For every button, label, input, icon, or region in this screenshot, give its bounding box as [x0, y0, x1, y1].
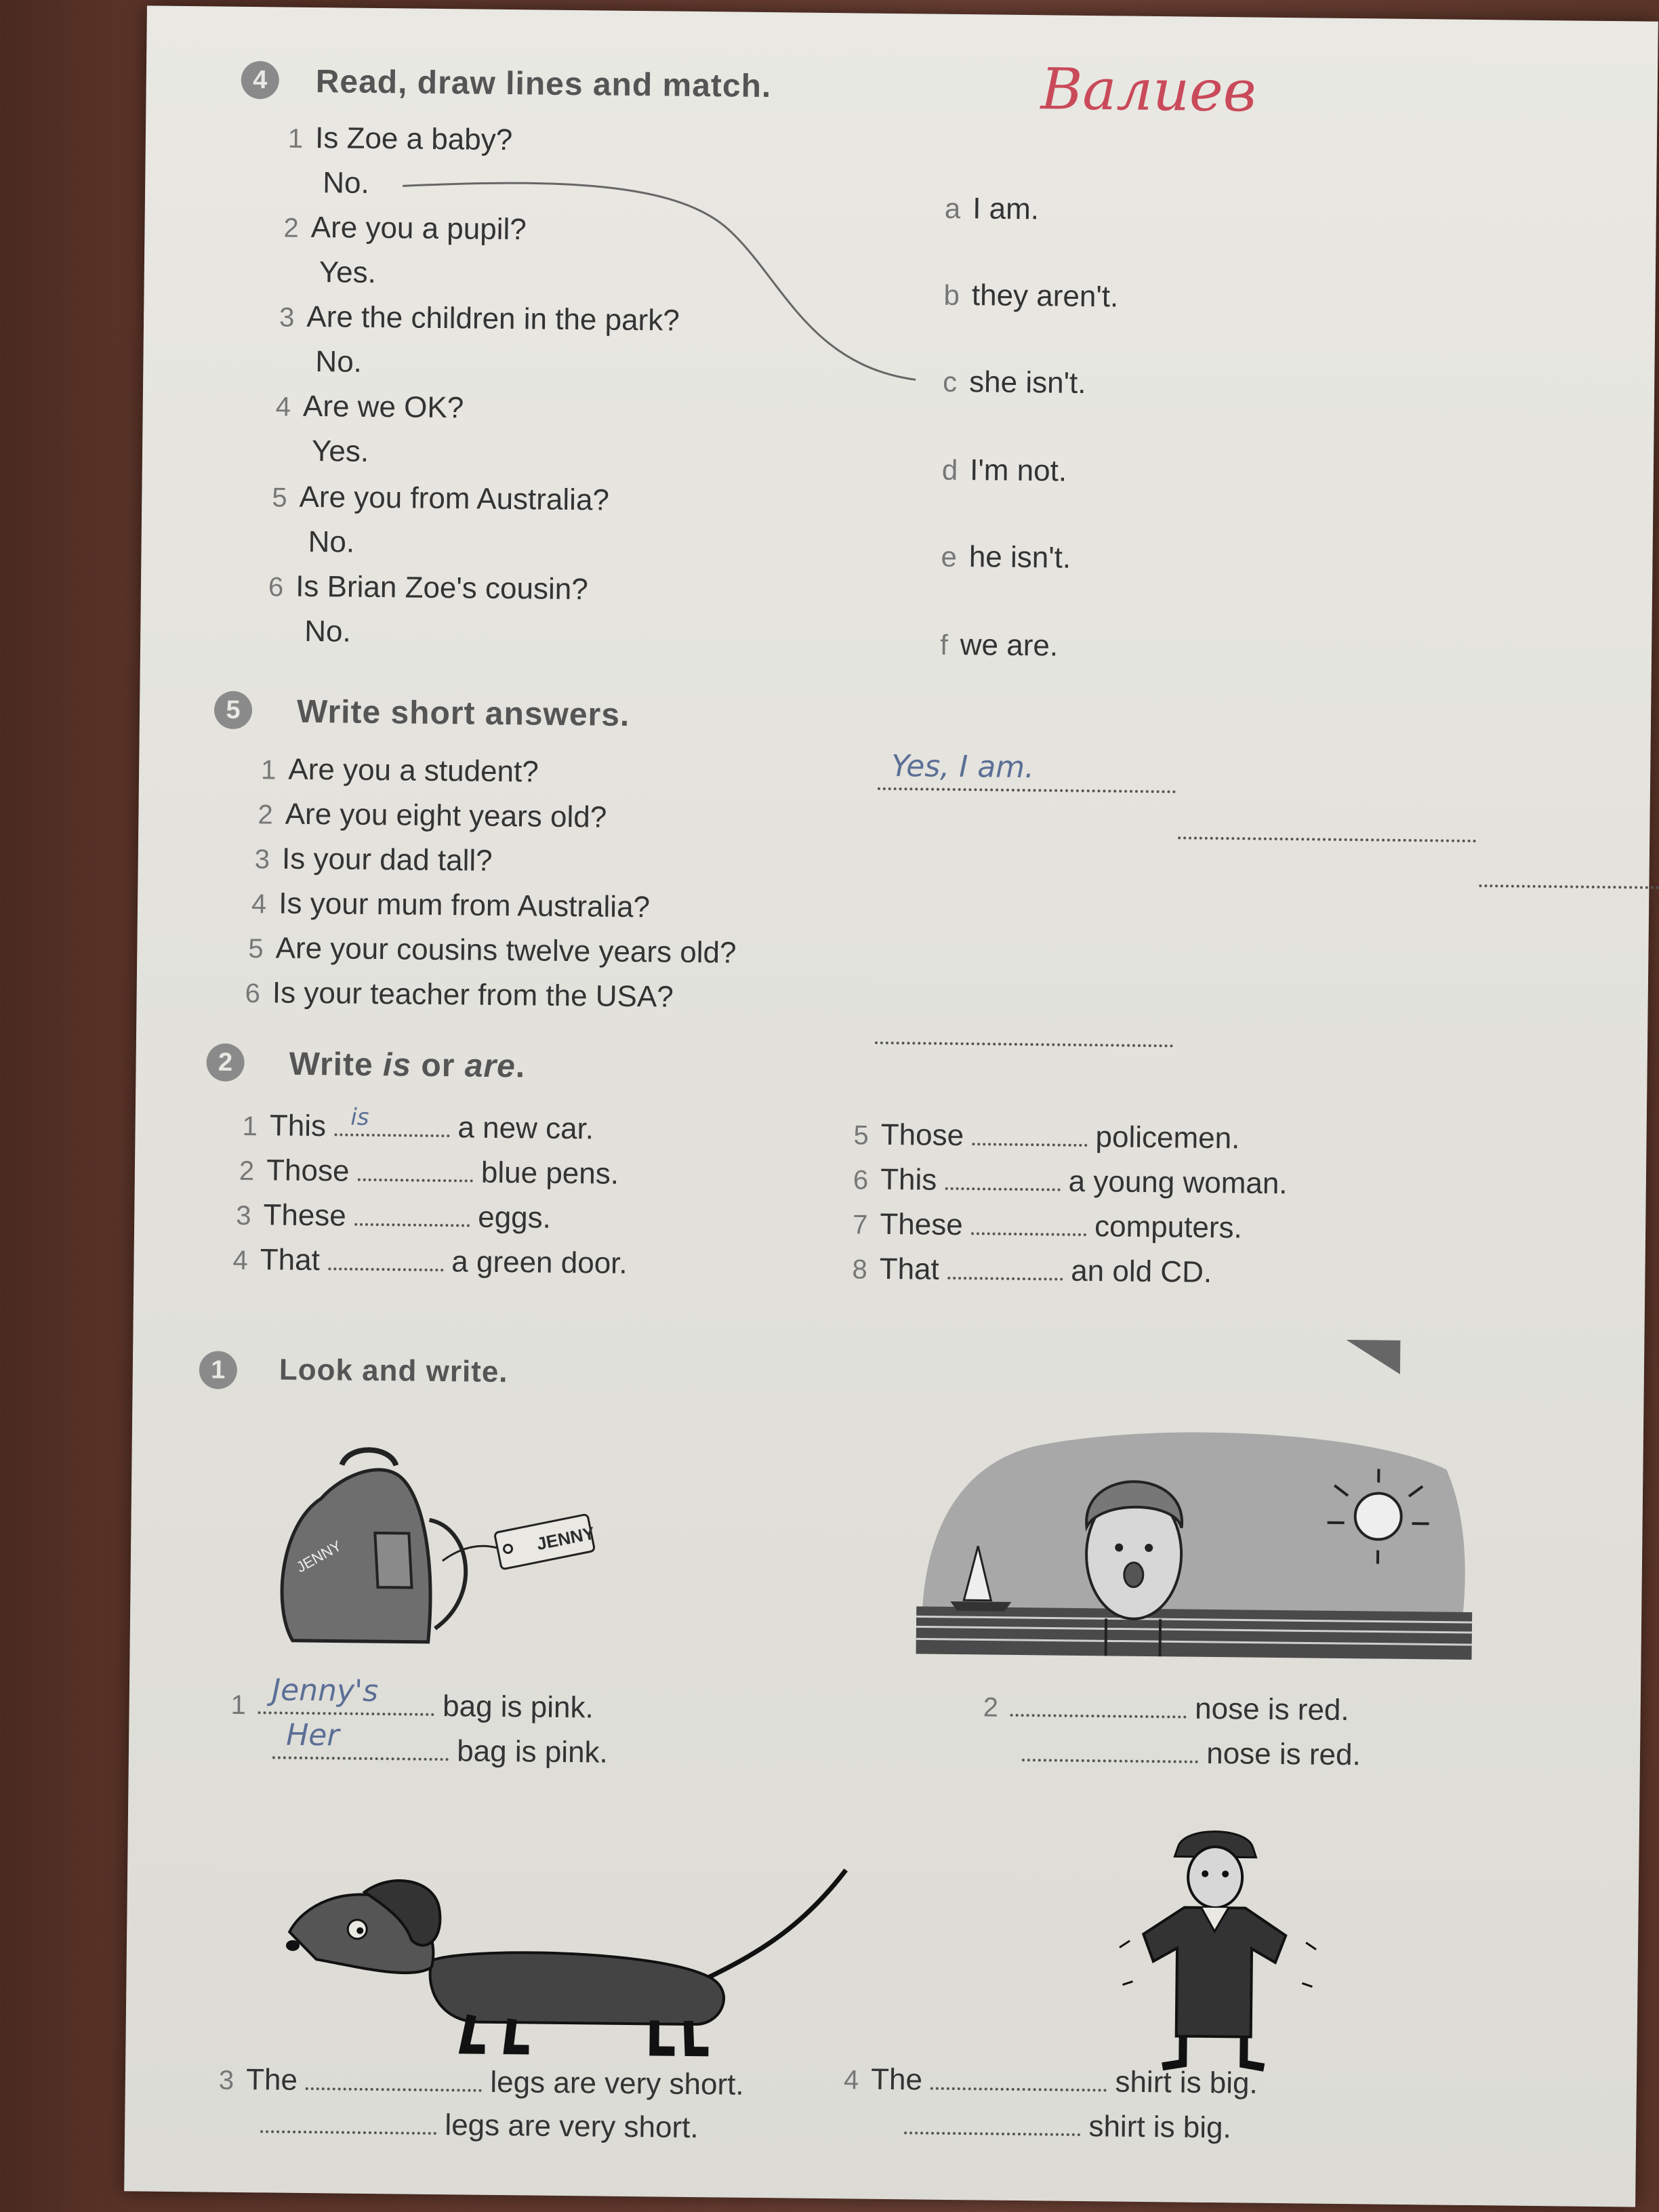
- ex4-q5-text: Are you from Australia?: [299, 480, 610, 517]
- ex1-item4-num: 4: [843, 2065, 859, 2095]
- ex4-answer-d-letter: d: [941, 453, 958, 486]
- ex4-q1-num: 1: [287, 123, 304, 154]
- ex5-item1-question: Are you a student?: [288, 752, 539, 789]
- ex1-item1-blank1[interactable]: [258, 1673, 434, 1716]
- ex2-item5: [853, 1118, 1240, 1155]
- exercise-2-title-are: are: [464, 1048, 516, 1085]
- ex2-item8-pre: That: [879, 1252, 940, 1286]
- match-line-drawing: [142, 5, 1096, 490]
- ex4-q4-answer: Yes.: [311, 434, 369, 468]
- ex1-item1-filled2: Her: [285, 1717, 340, 1753]
- ex2-item2-num: 2: [239, 1155, 255, 1187]
- exercise-5-title: Write short answers.: [296, 693, 630, 733]
- ex5-item1-answer-line[interactable]: [878, 748, 1176, 794]
- exercise-2-title-or: or: [411, 1047, 466, 1084]
- ex2-item5-post: policemen.: [1095, 1120, 1240, 1155]
- ex5-item4: [251, 886, 650, 924]
- ex2-item6-blank[interactable]: [945, 1166, 1060, 1191]
- ex4-answer-f-text: we are.: [960, 628, 1059, 663]
- ex5-item1-num: 1: [260, 755, 276, 785]
- ex4-q3-num: 3: [279, 302, 295, 333]
- ex5-item5-num: 5: [248, 934, 264, 964]
- ex1-item2-num: 2: [983, 1692, 999, 1723]
- ex1-item4-text2: shirt is big.: [1088, 2110, 1232, 2145]
- ex4-answer-e-text: he isn't.: [968, 540, 1071, 575]
- ex5-item4-num: 4: [251, 889, 267, 920]
- ex4-q5: [272, 480, 609, 517]
- ex1-item2-line2: [1022, 1735, 1361, 1772]
- ex4-answer-b-letter: b: [943, 279, 960, 311]
- ex4-q1-text: Is Zoe a baby?: [314, 121, 513, 157]
- ex2-item2: [239, 1153, 619, 1191]
- ex2-item7: [853, 1207, 1242, 1245]
- exercise-2-badge: 2: [206, 1043, 245, 1082]
- ex4-q2-num: 2: [283, 213, 300, 243]
- ex1-item3-text2: legs are very short.: [445, 2108, 699, 2145]
- ex2-item7-pre: These: [880, 1207, 963, 1242]
- ex4-answer-a-text: I am.: [972, 192, 1040, 226]
- ex2-item6-post: a young woman.: [1068, 1164, 1288, 1201]
- ex1-item1-filled1: Jenny's: [271, 1673, 379, 1709]
- ex5-item3-num: 3: [254, 844, 270, 875]
- exercise-2-title: [289, 1046, 525, 1086]
- ex2-item3-pre: These: [263, 1198, 347, 1233]
- ex2-item5-blank[interactable]: [972, 1121, 1087, 1147]
- ex1-item3-line1: [219, 2063, 744, 2102]
- ex2-item7-blank[interactable]: [971, 1210, 1086, 1236]
- ex4-q6-num: 6: [268, 572, 284, 602]
- ex4-answer-b-text: they aren't.: [971, 279, 1119, 314]
- ex2-item7-num: 7: [852, 1210, 868, 1240]
- exercise-5-badge: 5: [214, 691, 253, 730]
- ex5-item2-num: 2: [258, 800, 273, 830]
- exercise-2-title-is: is: [382, 1047, 412, 1084]
- backpack-illustration: [265, 1437, 619, 1664]
- ex2-item2-pre: Those: [266, 1153, 350, 1188]
- ex2-item7-post: computers.: [1094, 1210, 1243, 1245]
- ex2-item1-filled: is: [350, 1103, 369, 1131]
- exercise-4-title: Read, draw lines and match.: [315, 64, 772, 105]
- ex1-item3-text1: legs are very short.: [490, 2065, 744, 2102]
- ex2-item3: [236, 1198, 551, 1235]
- ex1-item1-text1: bag is pink.: [442, 1689, 594, 1725]
- ex1-item1-line2: [272, 1717, 609, 1769]
- ex5-item3-answer-line[interactable]: [1479, 863, 1659, 890]
- ex1-item2-line1: [983, 1689, 1349, 1727]
- ex1-item4-text1: shirt is big.: [1115, 2065, 1258, 2100]
- ex2-item1-pre: This: [269, 1109, 327, 1143]
- ex5-item5: [248, 931, 737, 970]
- ex2-item1-blank[interactable]: [334, 1103, 449, 1137]
- ex1-item3-num: 3: [218, 2065, 234, 2095]
- ex5-item1: [261, 752, 539, 789]
- exercise-4-badge: 4: [241, 61, 280, 100]
- ex4-answer-c-letter: c: [942, 365, 958, 398]
- exercise-2-title-period: .: [515, 1048, 526, 1085]
- ex5-item2: [258, 797, 607, 834]
- ex1-item4-line2: [904, 2108, 1231, 2145]
- ex4-answer-e-letter: e: [941, 540, 958, 573]
- ex4-answer-e: [941, 540, 1071, 575]
- ex5-item3: [255, 842, 493, 878]
- ex4-answer-a-letter: a: [944, 192, 961, 224]
- ex2-item6-num: 6: [853, 1165, 869, 1195]
- ex4-q3-answer: No.: [315, 345, 363, 379]
- ex2-item4-pre: That: [260, 1243, 321, 1277]
- ex1-item3-blank1[interactable]: [306, 2066, 482, 2092]
- bag-tag-label: JENNY: [535, 1522, 597, 1555]
- ex5-item2-question: Are you eight years old?: [285, 797, 607, 834]
- man-big-shirt-illustration: [1115, 1819, 1321, 2078]
- ex2-item4-num: 4: [232, 1245, 249, 1276]
- ex4-q6: [268, 569, 588, 607]
- ex2-item4: [232, 1243, 628, 1281]
- ex2-item6-pre: This: [880, 1162, 937, 1197]
- ex1-item1-blank2[interactable]: [272, 1717, 449, 1761]
- ex1-item4-the: The: [870, 2062, 923, 2097]
- ex2-item4-post: a green door.: [451, 1245, 628, 1280]
- ex2-item4-blank[interactable]: [328, 1246, 443, 1271]
- ex4-q2-answer: Yes.: [319, 255, 377, 289]
- ex2-item8-post: an old CD.: [1070, 1254, 1212, 1289]
- ex2-item2-blank[interactable]: [358, 1157, 473, 1183]
- ex2-item1: [242, 1103, 594, 1146]
- ex4-answer-d-text: I'm not.: [969, 453, 1067, 488]
- ex1-item4-line1: [844, 2062, 1258, 2100]
- ex4-answer-f-letter: f: [939, 628, 949, 661]
- ex1-item2-text2: nose is red.: [1206, 1736, 1361, 1772]
- ex2-item8-num: 8: [852, 1254, 867, 1285]
- ex2-item8-blank[interactable]: [947, 1255, 1063, 1281]
- ex1-item3-the: The: [245, 2063, 298, 2097]
- worksheet-page: [124, 5, 1658, 2207]
- ex4-q1-answer: No.: [322, 166, 369, 200]
- ex1-item2-blank2[interactable]: [1022, 1737, 1198, 1763]
- exercise-1-badge: 1: [199, 1351, 238, 1389]
- ex5-item6-answer-line[interactable]: [875, 1020, 1173, 1048]
- ex1-item1-num: 1: [230, 1689, 247, 1721]
- ex4-answer-c-text: she isn't.: [968, 365, 1086, 400]
- ex2-item6: [853, 1162, 1288, 1201]
- ex1-item3-line2: [260, 2106, 699, 2145]
- ex2-item8: [852, 1252, 1212, 1290]
- ex2-item3-num: 3: [236, 1200, 251, 1231]
- beach-boy-illustration: [902, 1423, 1488, 1673]
- ex2-item2-post: blue pens.: [480, 1155, 619, 1191]
- ex5-item4-question: Is your mum from Australia?: [279, 886, 651, 924]
- ex2-item3-blank[interactable]: [354, 1202, 470, 1227]
- ex5-item1-answer: Yes, I am.: [890, 748, 1035, 785]
- ex5-item6-num: 6: [245, 979, 261, 1009]
- ex4-q4-num: 4: [275, 392, 291, 422]
- ex4-answer-f: [940, 628, 1058, 663]
- ex5-item3-question: Is your dad tall?: [281, 842, 493, 878]
- ex2-item5-num: 5: [853, 1120, 869, 1151]
- exercise-2-title-write: Write: [289, 1046, 384, 1084]
- ex4-q4-text: Are we OK?: [302, 389, 464, 425]
- ex2-item1-num: 1: [242, 1111, 258, 1142]
- page-corner-marker: [1346, 1340, 1401, 1374]
- ex1-item3-blank2[interactable]: [260, 2108, 436, 2135]
- ex2-item1-post: a new car.: [457, 1111, 594, 1146]
- ex5-item6: [245, 976, 674, 1015]
- ex4-q6-text: Is Brian Zoe's cousin?: [295, 569, 588, 607]
- ex4-q2-text: Are you a pupil?: [310, 210, 527, 247]
- ex4-q5-answer: No.: [308, 525, 355, 559]
- ex1-item1-text2: bag is pink.: [456, 1734, 609, 1769]
- ex1-item1-line1: [230, 1673, 594, 1725]
- ex4-q3-text: Are the children in the park?: [306, 300, 680, 337]
- ex2-item3-post: eggs.: [478, 1200, 552, 1235]
- dachshund-illustration: [274, 1851, 886, 2074]
- svg-text:JENNY: JENNY: [293, 1537, 345, 1576]
- ex5-item6-question: Is your teacher from the USA?: [272, 976, 674, 1014]
- handwritten-signature: Валиев: [1040, 56, 1257, 125]
- ex5-item5-question: Are your cousins twelve years old?: [275, 931, 737, 970]
- ex1-item4-blank2[interactable]: [904, 2110, 1080, 2136]
- ex1-item2-blank1[interactable]: [1010, 1692, 1187, 1719]
- ex2-item5-pre: Those: [880, 1118, 964, 1153]
- ex4-q5-num: 5: [272, 483, 287, 513]
- exercise-1-title: Look and write.: [279, 1353, 508, 1389]
- ex1-item4-blank1[interactable]: [930, 2066, 1107, 2092]
- ex4-q6-answer: No.: [304, 614, 352, 649]
- ex5-item2-answer-line[interactable]: [1179, 815, 1477, 842]
- ex1-item2-text1: nose is red.: [1194, 1692, 1349, 1727]
